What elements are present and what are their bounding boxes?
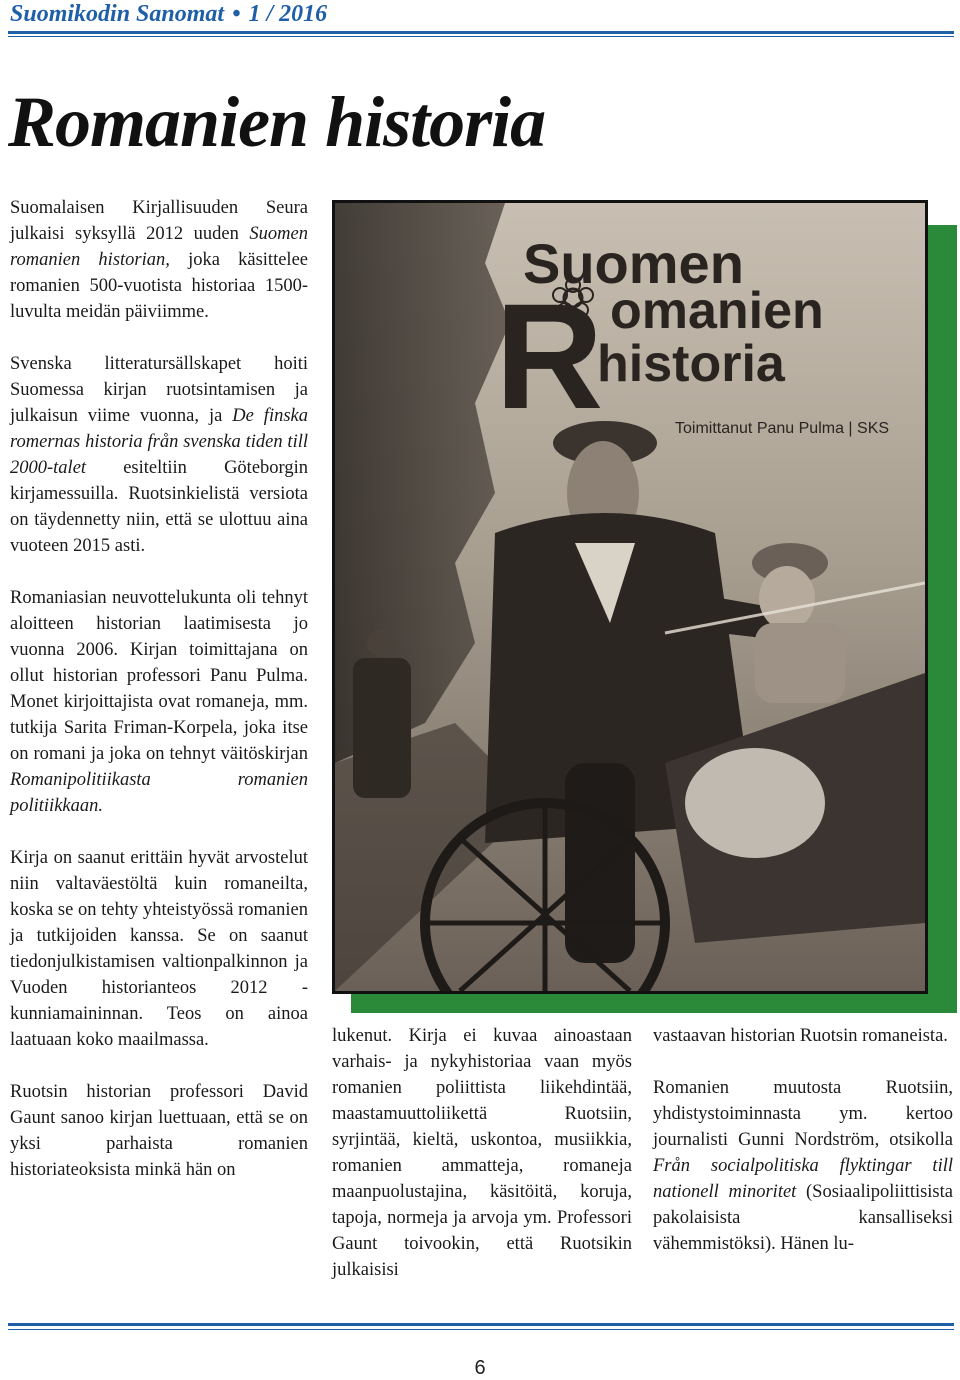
footer-rule bbox=[8, 1323, 954, 1326]
nordstrom-title: Från socialpolitiska flyktingar till nationell minoritet bbox=[653, 1156, 953, 1202]
text-run: joka käsittelee romanien 500-vuotista historiaa 1500-luvulta meidän päiviimme. bbox=[10, 250, 308, 322]
article-headline: Romanien historia bbox=[8, 82, 546, 162]
masthead-bullet: • bbox=[232, 1, 241, 27]
masthead bbox=[10, 0, 327, 28]
article-column-3 bbox=[653, 1023, 953, 1257]
text-run: Suomalaisen Kirjallisuuden Seura julkaisi syksyllä 2012 uuden bbox=[10, 198, 308, 244]
paragraph-contents: lukenut. Kirja ei kuvaa ainoastaan varhais- ja nykyhistoriaa vaan myös romanien poliittista liikehdintää, maastamuuttoliikettä Ruotsiin, syrjintää, kieltä, uskontoa, musiikkia, romanien ammatteja, romaneja maanpuolustajina, käsitöitä, koruja, tapoja, normeja ja arvoja ym. Professori Gaunt toivookin, että Ruotsikin julkaisisi bbox=[332, 1026, 632, 1280]
book-cover-illustration bbox=[335, 203, 925, 991]
article-column-1 bbox=[10, 195, 308, 1183]
book-title-swedish: De finska romernas historia från svenska tiden till 2000-talet bbox=[10, 406, 308, 478]
cover-editor-line: Toimittanut Panu Pulma | SKS bbox=[675, 420, 890, 437]
paragraph-sweden-history: vastaavan historian Ruotsin romaneista. bbox=[653, 1026, 948, 1046]
masthead-rule bbox=[8, 31, 954, 34]
dissertation-title: Romanipolitiikasta romanien politiikkaan. bbox=[10, 770, 308, 816]
paragraph-swedish-edition bbox=[10, 351, 308, 559]
cover-big-letter: R bbox=[495, 272, 604, 440]
page-number: 6 bbox=[474, 1357, 486, 1379]
publication-name: Suomikodin Sanomat bbox=[10, 1, 225, 27]
paragraph-initiative bbox=[10, 585, 308, 819]
book-cover-image bbox=[332, 200, 928, 994]
text-run: Romanien muutosta Ruotsiin, yhdistystoiminnasta ym. kertoo journalisti Gunni Nordström, otsikolla bbox=[653, 1078, 953, 1150]
paragraph-intro bbox=[10, 195, 308, 325]
footer-rule-thin bbox=[8, 1329, 954, 1330]
cover-title-line1: Suomen bbox=[523, 232, 744, 295]
text-run: Svenska litteratursällskapet hoiti Suomessa kirjan ruotsintamisen ja julkaisun viime vuonna, ja bbox=[10, 354, 308, 426]
cover-title-line3: historia bbox=[597, 335, 785, 393]
issue-number: 1 / 2016 bbox=[248, 1, 328, 27]
masthead-rule-thin bbox=[8, 36, 954, 37]
book-title-finnish: Suomen romanien historian, bbox=[10, 224, 308, 270]
paragraph-gaunt: Ruotsin historian professori David Gaunt sanoo kirjan luettuaan, että se on yksi parhaista romanien historiateoksista minkä hän on bbox=[10, 1082, 308, 1180]
text-run: esiteltiin Göteborgin kirjamessuilla. Ruotsinkielistä versiota on täydennetty niin, että se ulottuu aina vuoteen 2015 asti. bbox=[10, 458, 308, 556]
text-run: Romaniasian neuvottelukunta oli tehnyt aloitteen historian laatimisesta jo vuonna 2006. Kirjan toimittajana on ollut historian professori Panu Pulma. Monet kirjoittajista ovat romaneja, mm. tutkija Sarita Friman-Korpela, joka itse on romani ja joka on tehnyt väitöskirjan bbox=[10, 588, 308, 764]
cover-title-line2: omanien bbox=[610, 282, 824, 340]
paragraph-nordstrom bbox=[653, 1075, 953, 1257]
paragraph-reviews: Kirja on saanut erittäin hyvät arvostelut niin valtaväestöltä kuin romaneilta, koska se on tehty yhteistyössä romanien ja tutkijoiden kanssa. Se on saanut tiedonjulkistamisen valtionpalkinnon ja Vuoden historianteos 2012 -kunniamaininnan. Teos on ainoa laatuaan koko maailmassa. bbox=[10, 848, 308, 1050]
text-run: (Sosiaalipoliittisista pakolaisista kansalliseksi vähemmistöksi). Hänen lu- bbox=[653, 1182, 953, 1254]
article-column-2 bbox=[332, 1023, 632, 1283]
